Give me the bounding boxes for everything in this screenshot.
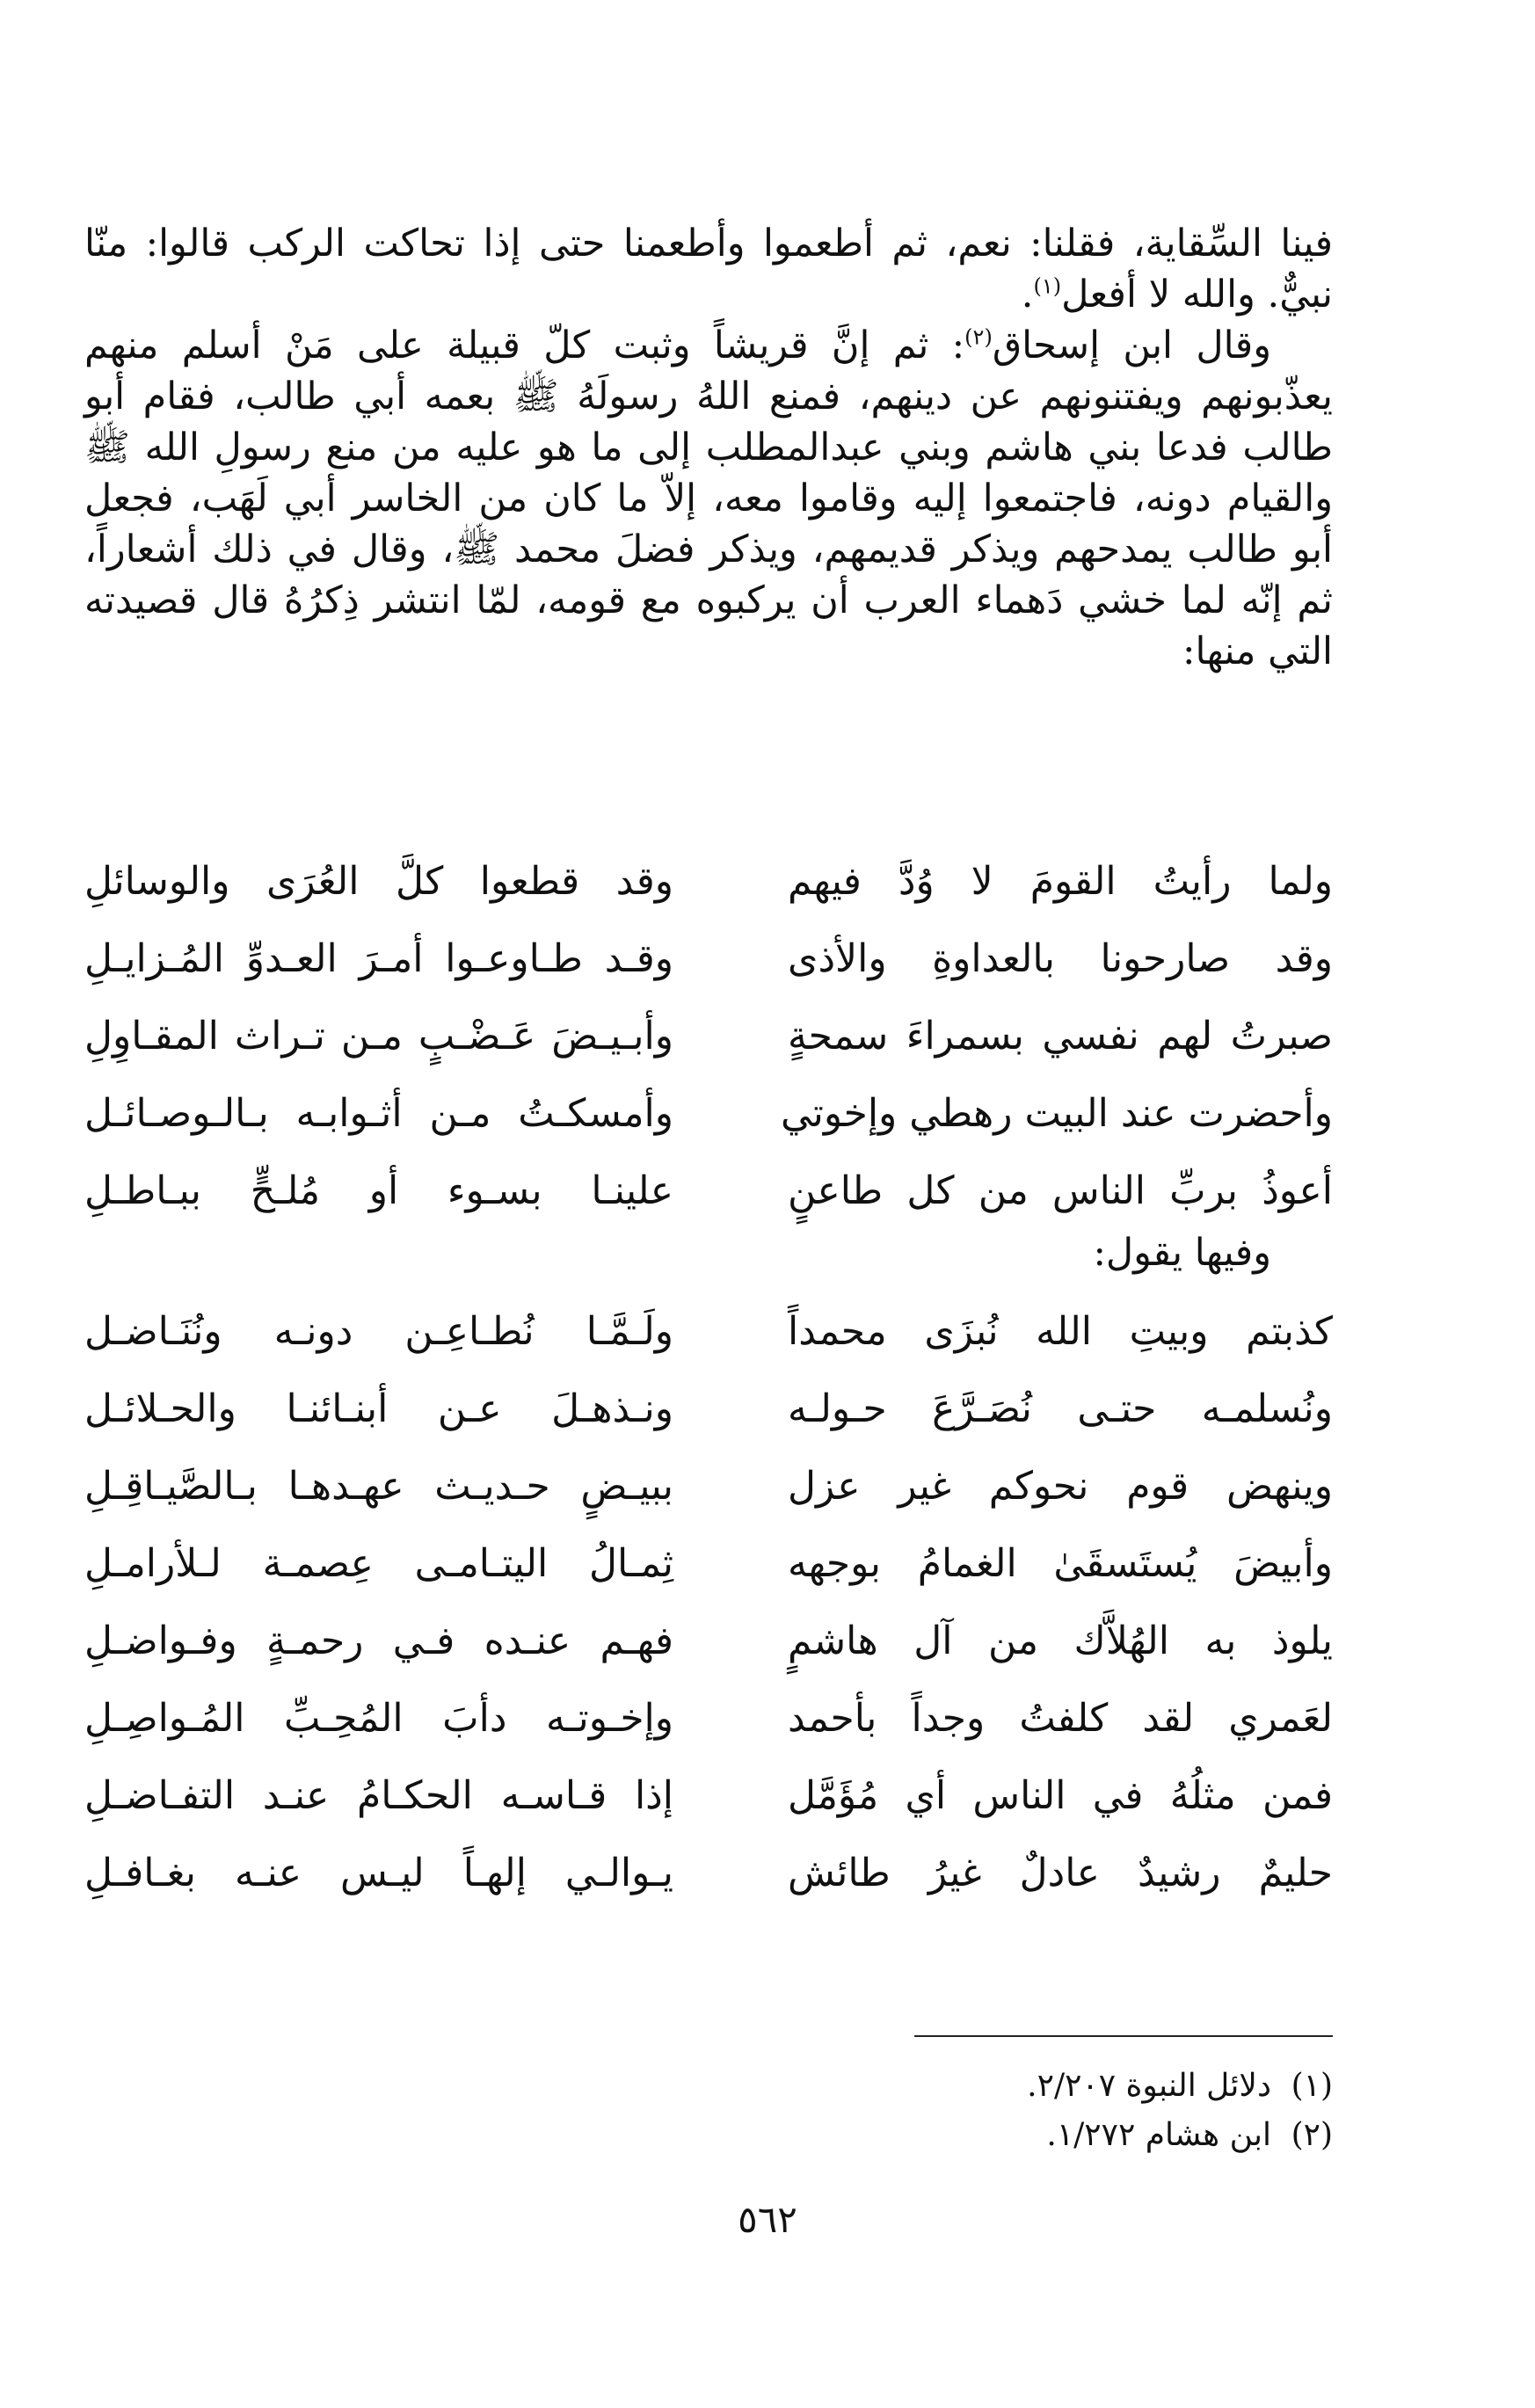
verse (84, 920, 1333, 997)
verse-second-hemistich: ثِمـالُ اليتـامـى عِصمـة لـلأرامـلِ (84, 1540, 673, 1586)
footnote-number: (٢) (1291, 2117, 1333, 2153)
verse (84, 1074, 1333, 1152)
verse-second-hemistich: إذا قـاسـه الحكـامُ عنـد التفـاضـلِ (84, 1772, 673, 1818)
footnote-divider (914, 2035, 1333, 2037)
poem-2 (84, 1292, 1333, 1911)
verse-first-hemistich: لعَمري لقد كلفتُ وجداً بأحمد (788, 1695, 1333, 1741)
verse-first-hemistich: كذبتم وبيتِ الله نُبزَى محمداً (788, 1308, 1333, 1354)
verse-first-hemistich: فمن مثلُهُ في الناس أي مُؤَمَّل (788, 1772, 1333, 1818)
footnote-ref-1: (١) (1033, 273, 1062, 299)
verse-first-hemistich: صبرتُ لهم نفسي بسمراءَ سمحةٍ (788, 1013, 1333, 1059)
page-number: ٥٦٢ (738, 2198, 797, 2241)
verse-first-hemistich: وقد صارحونا بالعداوةِ والأذى (788, 935, 1333, 981)
verse-second-hemistich: يـوالـي إلهـاً ليـس عنـه بغـافـلِ (84, 1850, 673, 1895)
verse (84, 1370, 1333, 1447)
verse (84, 1679, 1333, 1757)
footnote-1 (84, 2062, 1333, 2111)
verse (84, 1524, 1333, 1602)
verse-second-hemistich: علينـا بسـوء أو مُلـحٍّ ببـاطـلِ (84, 1168, 673, 1213)
verse-first-hemistich: ونُسلمـه حتـى نُصَـرَّعَ حـولـه (788, 1386, 1333, 1431)
paragraph-2-lead: وقال ابن إسحاق (992, 324, 1271, 367)
paragraph-1-text: فينا السِّقاية، فقلنا: نعم، ثم أطعموا وأطعمنا حتى إذا تحاكت الركب قالوا: منّا نبيٌّ. والله لا أفعل (84, 222, 1333, 316)
footnotes (84, 2062, 1333, 2160)
verse (84, 1834, 1333, 1911)
verse (84, 1292, 1333, 1370)
verse-second-hemistich: فهـم عنـده فـي رحمـةٍ وفـواضـلِ (84, 1618, 673, 1663)
paragraph-2-text: : ثم إنَّ قريشاً وثبت كلّ قبيلة على مَنْ أسلم منهم يعذّبونهم ويفتنونهم عن دينهم، فمنع اللهُ رسولَهُ ﷺ بعمه أبي طالب، فقام أبو طالب فدعا بني هاشم وبني عبدالمطلب إلى ما هو عليه من منع رسولِ الله ﷺ والقيام دونه، فاجتمعوا إليه وقاموا معه، إلاّ ما كان من الخاسر أبي لَهَب، فجعل أبو طالب يمدحهم ويذكر قديمهم، ويذكر فضلَ محمد ﷺ، وقال في ذلك أشعاراً، ثم إنّه لما خشي دَهماء العرب أن يركبوه مع قومه، لمّا انتشر ذِكرُهُ قال قصيدته التي منها: (84, 324, 1333, 673)
poem-1 (84, 842, 1333, 1229)
verse-second-hemistich: وأبـيـضَ عَـضْـبٍ مـن تـراث المقـاوِلِ (84, 1013, 673, 1059)
verse-second-hemistich: ونـذهـلَ عـن أبنـائنـا والحـلائـل (84, 1386, 673, 1431)
verse-first-hemistich: ولما رأيتُ القومَ لا وُدَّ فيهم (788, 858, 1333, 904)
verse-first-hemistich: حليمٌ رشيدٌ عادلٌ غيرُ طائش (788, 1850, 1333, 1895)
verse (84, 1152, 1333, 1229)
paragraph-2 (84, 320, 1333, 677)
footnote-2 (84, 2111, 1333, 2160)
verse-first-hemistich: وأحضرت عند البيت رهطي وإخوتي (780, 1090, 1333, 1136)
footnote-ref-2: (٢) (964, 324, 993, 350)
footnote-number: (١) (1291, 2068, 1333, 2104)
verse (84, 1757, 1333, 1834)
footnote-text: دلائل النبوة ٢/٢٠٧. (1027, 2068, 1271, 2104)
footnote-text: ابن هشام ١/٢٧٢. (1046, 2117, 1271, 2153)
verse-first-hemistich: وينهض قوم نحوكم غير عزل (788, 1463, 1333, 1509)
verse (84, 842, 1333, 920)
verse-first-hemistich: أعوذُ بربِّ الناس من كل طاعنٍ (788, 1168, 1333, 1213)
verse-second-hemistich: وقـد طـاوعـوا أمـرَ العـدوِّ المُـزايـلِ (84, 935, 673, 981)
paragraph-1-end: . (1021, 273, 1034, 316)
poem-2-intro: وفيها يقول: (1093, 1231, 1271, 1275)
verse-second-hemistich: وقد قطعوا كلَّ العُرَى والوسائلِ (84, 858, 673, 904)
verse-second-hemistich: ببيـضٍ حـديـث عهـدهـا بـالصَّيـاقِـلِ (84, 1463, 673, 1509)
verse-first-hemistich: يلوذ به الهُلاَّك من آل هاشمٍ (788, 1618, 1333, 1663)
verse-first-hemistich: وأبيضَ يُستَسقَىٰ الغمامُ بوجهه (788, 1540, 1333, 1586)
verse-second-hemistich: وأمسكـتُ مـن أثـوابـه بـالـوصـائـل (84, 1090, 673, 1136)
paragraph-1 (84, 218, 1333, 320)
verse (84, 1602, 1333, 1679)
verse-second-hemistich: وإخـوتـه دأبَ المُحِـبِّ المُـواصِـلِ (84, 1695, 673, 1741)
prose-body (84, 218, 1333, 677)
verse-second-hemistich: ولَـمَّـا نُطـاعِـن دونـه ونُنَـاضـل (84, 1308, 673, 1354)
verse (84, 1447, 1333, 1524)
verse (84, 997, 1333, 1074)
